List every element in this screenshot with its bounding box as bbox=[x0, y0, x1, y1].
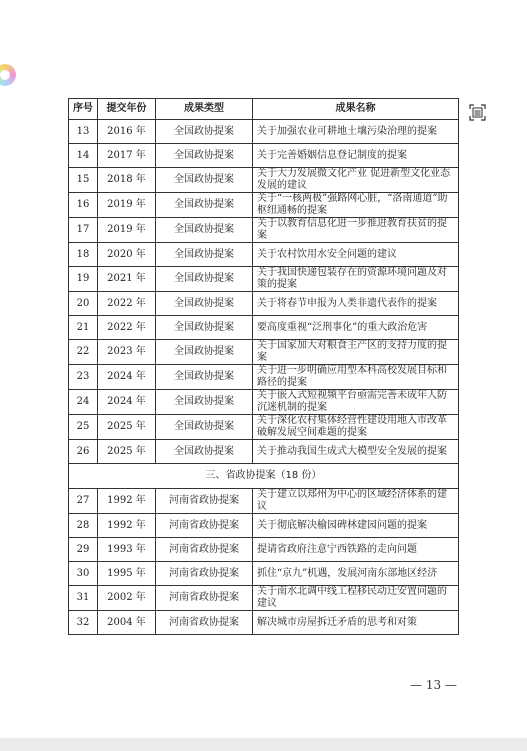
row-number: 19 bbox=[69, 267, 98, 292]
row-year: 1992 年 bbox=[98, 514, 156, 538]
row-type: 全国政协提案 bbox=[156, 415, 253, 440]
row-number: 17 bbox=[69, 218, 98, 243]
row-number: 16 bbox=[69, 193, 98, 218]
row-year: 2022 年 bbox=[98, 292, 156, 316]
row-type: 河南省政协提案 bbox=[156, 514, 253, 538]
row-number: 25 bbox=[69, 415, 98, 440]
row-year: 2020 年 bbox=[98, 243, 156, 267]
table-row bbox=[69, 489, 459, 514]
table-row bbox=[69, 365, 459, 390]
table-row bbox=[69, 514, 459, 538]
row-year: 2004 年 bbox=[98, 611, 156, 635]
row-type: 全国政协提案 bbox=[156, 267, 253, 292]
table-row bbox=[69, 340, 459, 365]
row-number: 14 bbox=[69, 144, 98, 168]
table-row bbox=[69, 440, 459, 464]
table-row bbox=[69, 390, 459, 415]
row-year: 2025 年 bbox=[98, 415, 156, 440]
row-type: 全国政协提案 bbox=[156, 193, 253, 218]
row-number: 27 bbox=[69, 489, 98, 514]
row-name: 关于我国快递包装存在的资源环境问题及对策的提案 bbox=[253, 267, 459, 292]
bottom-band bbox=[0, 738, 527, 751]
col-no-header: 序号 bbox=[69, 99, 98, 120]
row-name: 解决城市房屋拆迁矛盾的思考和对策 bbox=[253, 611, 459, 635]
row-year: 2017 年 bbox=[98, 144, 156, 168]
section-title: 三、省政协提案（18 份） bbox=[69, 464, 459, 489]
row-year: 2002 年 bbox=[98, 586, 156, 611]
row-year: 1993 年 bbox=[98, 538, 156, 562]
row-year: 2019 年 bbox=[98, 218, 156, 243]
row-type: 全国政协提案 bbox=[156, 218, 253, 243]
table-row bbox=[69, 611, 459, 635]
row-name: 关于深化农村集体经营性建设用地入市改革破解发展空间难题的提案 bbox=[253, 415, 459, 440]
row-type: 全国政协提案 bbox=[156, 243, 253, 267]
row-number: 23 bbox=[69, 365, 98, 390]
row-type: 河南省政协提案 bbox=[156, 538, 253, 562]
table-row bbox=[69, 586, 459, 611]
row-number: 32 bbox=[69, 611, 98, 635]
table-row bbox=[69, 120, 459, 144]
row-year: 2024 年 bbox=[98, 390, 156, 415]
row-type: 全国政协提案 bbox=[156, 365, 253, 390]
row-type: 河南省政协提案 bbox=[156, 489, 253, 514]
row-type: 全国政协提案 bbox=[156, 340, 253, 365]
row-name: 关于推动我国生成式大模型安全发展的提案 bbox=[253, 440, 459, 464]
row-type: 全国政协提案 bbox=[156, 168, 253, 193]
app-logo-icon bbox=[0, 64, 16, 86]
row-number: 30 bbox=[69, 562, 98, 586]
row-type: 河南省政协提案 bbox=[156, 586, 253, 611]
row-name: 关于嵌入式短视频平台亟需完善未成年人防沉迷机制的提案 bbox=[253, 390, 459, 415]
row-number: 24 bbox=[69, 390, 98, 415]
row-number: 22 bbox=[69, 340, 98, 365]
row-year: 2025 年 bbox=[98, 440, 156, 464]
row-type: 河南省政协提案 bbox=[156, 611, 253, 635]
row-number: 29 bbox=[69, 538, 98, 562]
scan-icon[interactable] bbox=[469, 104, 486, 121]
row-year: 1992 年 bbox=[98, 489, 156, 514]
col-year-header: 提交年份 bbox=[98, 99, 156, 120]
table-row bbox=[69, 144, 459, 168]
table-row bbox=[69, 168, 459, 193]
table-row bbox=[69, 218, 459, 243]
table-row bbox=[69, 243, 459, 267]
row-name: 关于南水北调中线工程移民动迁安置问题的建议 bbox=[253, 586, 459, 611]
row-type: 全国政协提案 bbox=[156, 440, 253, 464]
row-name: 关于将春节申报为人类非遗代表作的提案 bbox=[253, 292, 459, 316]
row-year: 2021 年 bbox=[98, 267, 156, 292]
col-name-header: 成果名称 bbox=[253, 99, 459, 120]
table-row bbox=[69, 538, 459, 562]
row-year: 2019 年 bbox=[98, 193, 156, 218]
row-name: 抓住“京九”机遇，发展河南东部地区经济 bbox=[253, 562, 459, 586]
row-name: 关于大力发展微文化产业 促进新型文化业态发展的建议 bbox=[253, 168, 459, 193]
row-name: 关于彻底解决榆园碑林建园问题的提案 bbox=[253, 514, 459, 538]
row-name: 关于进一步明确应用型本科高校发展目标和路径的提案 bbox=[253, 365, 459, 390]
achievement-table bbox=[68, 98, 459, 635]
table-row bbox=[69, 193, 459, 218]
row-name: 关于建立以郑州为中心的区域经济体系的建议 bbox=[253, 489, 459, 514]
table-row bbox=[69, 415, 459, 440]
row-number: 31 bbox=[69, 586, 98, 611]
row-number: 26 bbox=[69, 440, 98, 464]
row-type: 全国政协提案 bbox=[156, 120, 253, 144]
row-year: 2016 年 bbox=[98, 120, 156, 144]
page-number: — 13 — bbox=[410, 678, 457, 692]
row-number: 13 bbox=[69, 120, 98, 144]
row-year: 2018 年 bbox=[98, 168, 156, 193]
table-header-row bbox=[69, 99, 459, 120]
row-type: 全国政协提案 bbox=[156, 292, 253, 316]
row-name: 关于国家加大对粮食主产区的支持力度的提案 bbox=[253, 340, 459, 365]
section-row bbox=[69, 464, 459, 489]
row-name: 关于以教育信息化进一步推进教育扶贫的提案 bbox=[253, 218, 459, 243]
row-type: 全国政协提案 bbox=[156, 316, 253, 340]
row-number: 18 bbox=[69, 243, 98, 267]
row-year: 2023 年 bbox=[98, 340, 156, 365]
row-number: 15 bbox=[69, 168, 98, 193]
row-number: 21 bbox=[69, 316, 98, 340]
table-row bbox=[69, 316, 459, 340]
col-type-header: 成果类型 bbox=[156, 99, 253, 120]
row-number: 28 bbox=[69, 514, 98, 538]
row-year: 2024 年 bbox=[98, 365, 156, 390]
row-year: 2022 年 bbox=[98, 316, 156, 340]
row-type: 河南省政协提案 bbox=[156, 562, 253, 586]
row-type: 全国政协提案 bbox=[156, 390, 253, 415]
table-row bbox=[69, 267, 459, 292]
table-row bbox=[69, 562, 459, 586]
table-row bbox=[69, 292, 459, 316]
row-name: 关于农村饮用水安全问题的建议 bbox=[253, 243, 459, 267]
row-name: 关于加强农业可耕地土壤污染治理的提案 bbox=[253, 120, 459, 144]
row-type: 全国政协提案 bbox=[156, 144, 253, 168]
row-name: 要高度重视“泛刑事化”的重大政治危害 bbox=[253, 316, 459, 340]
row-year: 1995 年 bbox=[98, 562, 156, 586]
row-name: 关于“一核两极”强路网心脏，“洛南通道”助枢纽通畅的提案 bbox=[253, 193, 459, 218]
row-number: 20 bbox=[69, 292, 98, 316]
row-name: 关于完善婚姻信息登记制度的提案 bbox=[253, 144, 459, 168]
row-name: 提请省政府注意宁西铁路的走向问题 bbox=[253, 538, 459, 562]
